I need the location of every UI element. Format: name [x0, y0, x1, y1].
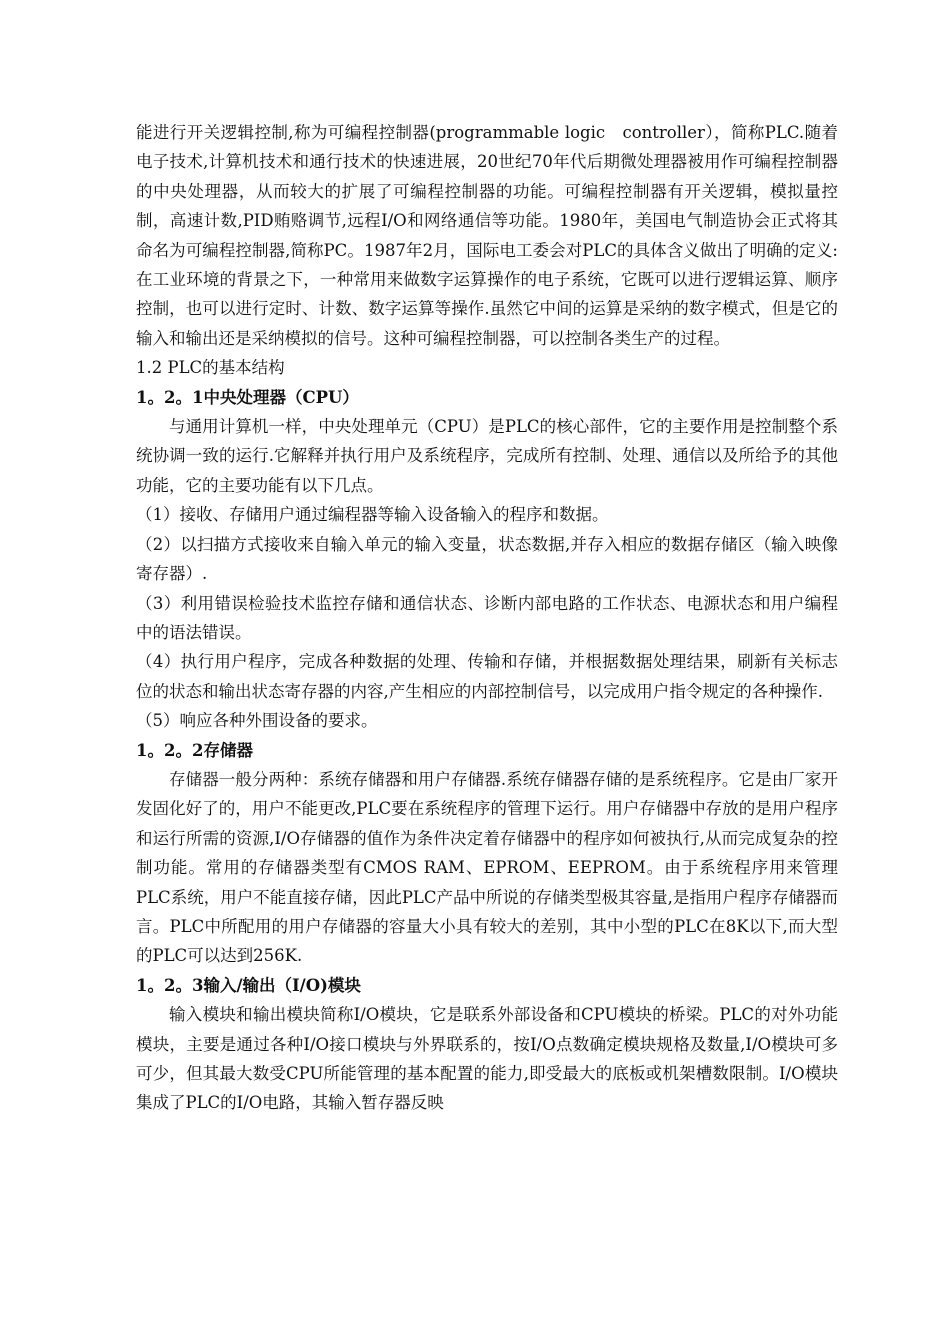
io-paragraph: 输入模块和输出模块简称I/O模块，它是联系外部设备和CPU模块的桥梁。PLC的对外功能模块，主要是通过各种I/O接口模块与外界联系的，按I/O点数确定模块规格及数量,I/O模块可多可少，但其最大数受CPU所能管理的基本配置的能力,即受最大的底板或机架槽数限制。I/O模块集成了PLC的I/O电路，其输入暂存器反映	[136, 1005, 838, 1113]
cpu-item-1: （1）接收、存储用户通过编程器等输入设备输入的程序和数据。	[136, 505, 609, 525]
cpu-item-3: （3）利用错误检验技术监控存储和通信状态、诊断内部电路的工作状态、电源状态和用户编程中的语法错误。	[136, 593, 838, 642]
memory-paragraph: 存储器一般分两种：系统存储器和用户存储器.系统存储器存储的是系统程序。它是由厂家开发固化好了的，用户不能更改,PLC要在系统程序的管理下运行。用户存储器中存放的是用户程序和运行所需的资源,I/O存储器的值作为条件决定着存储器中的程序如何被执行,从而完成复杂的控制功能。常用的存储器类型有CMOS RAM、EPROM、EEPROM。由于系统程序用来管理PLC系统，用户不能直接存储，因此PLC产品中所说的存储类型极其容量,是指用户程序存储器而言。PLC中所配用的用户存储器的容量大小具有较大的差别，其中小型的PLC在8K以下,而大型的PLC可以达到256K.	[136, 769, 838, 966]
document-page	[136, 118, 838, 1118]
cpu-paragraph: 与通用计算机一样，中央处理单元（CPU）是PLC的核心部件，它的主要作用是控制整个系统协调一致的运行.它解释并执行用户及系统程序，完成所有控制、处理、通信以及所给予的其他功能，它的主要功能有以下几点。	[136, 417, 838, 495]
cpu-item-4: （4）执行用户程序，完成各种数据的处理、传输和存储，并根据数据处理结果，刷新有关标志位的状态和输出状态寄存器的内容,产生相应的内部控制信号，以完成用户指令规定的各种操作.	[136, 652, 838, 701]
cpu-item-2: （2）以扫描方式接收来自输入单元的输入变量，状态数据,并存入相应的数据存储区（输入映像寄存器）.	[136, 534, 838, 584]
cpu-item-5: （5）响应各种外围设备的要求。	[136, 711, 378, 731]
section-1-2-3-heading: 1。2。3输入/输出（I/O)模块	[136, 975, 361, 995]
section-1-2-1-heading: 1。2。1中央处理器（CPU）	[136, 387, 359, 407]
section-1-2-heading: 1.2 PLC的基本结构	[136, 358, 285, 378]
intro-paragraph: 能进行开关逻辑控制,称为可编程控制器(programmable logic controller），简称PLC.随着电子技术,计算机技术和通行技术的快速进展，20世纪70年代后期微处理器被用作可编程控制器的中央处理器，从而较大的扩展了可编程控制器的功能。可编程控制器有开关逻辑，模拟量控制，高速计数,PID贿赂调节,远程I/O和网络通信等功能。1980年，美国电气制造协会正式将其命名为可编程控制器,简称PC。1987年2月，国际电工委会对PLC的具体含义做出了明确的定义:在工业环境的背景之下，一种常用来做数字运算操作的电子系统，它既可以进行逻辑运算、顺序控制，也可以进行定时、计数、数字运算等操作.虽然它中间的运算是采纳的数字模式，但是它的输入和输出还是采纳模拟的信号。这种可编程控制器，可以控制各类生产的过程。	[136, 123, 838, 348]
section-1-2-2-heading: 1。2。2存储器	[136, 740, 253, 760]
